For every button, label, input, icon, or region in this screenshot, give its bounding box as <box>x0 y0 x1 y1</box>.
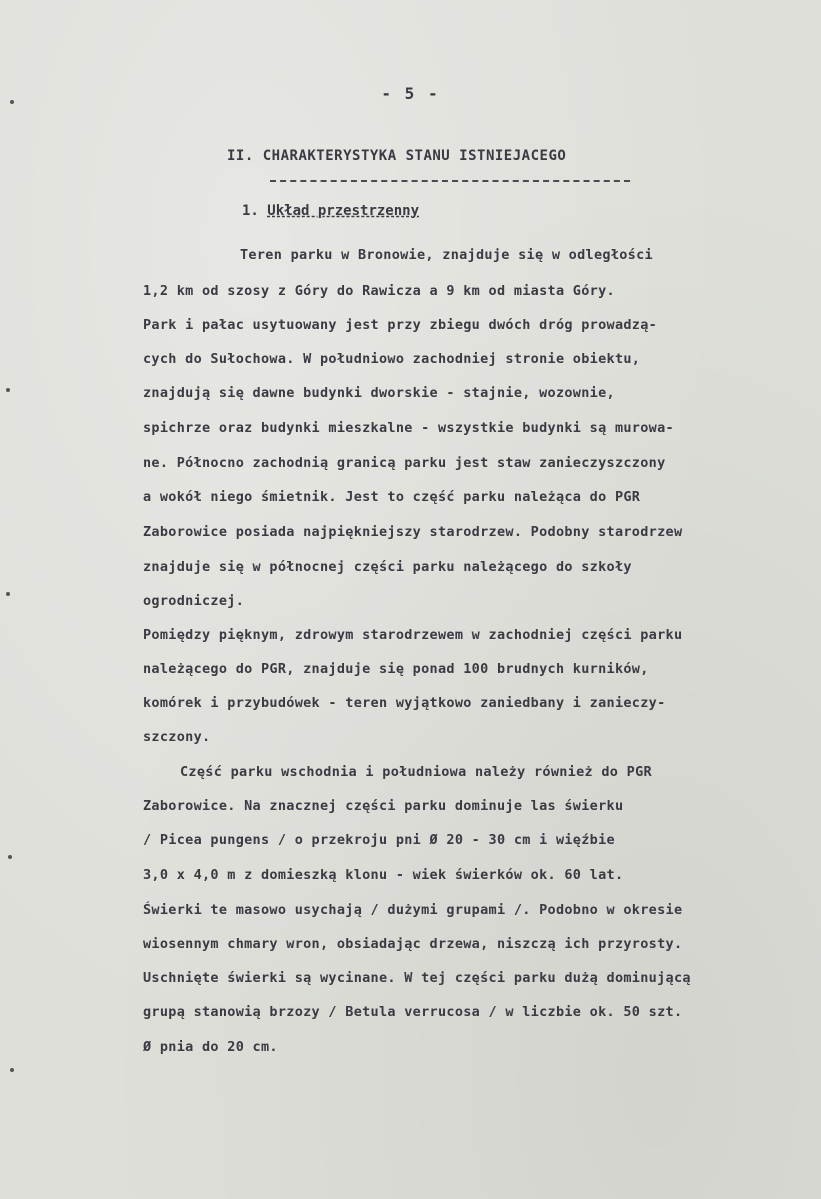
page-number: - 5 - <box>381 84 440 103</box>
body-line: grupą stanowią brzozy / Betula verrucosa / w liczbie ok. 50 szt. <box>143 1004 683 1020</box>
subsection-heading <box>242 203 419 219</box>
body-line: ogrodniczej. <box>143 593 245 609</box>
body-line: Teren parku w Bronowie, znajduje się w odległości <box>240 247 653 263</box>
section-title: CHARAKTERYSTYKA STANU ISTNIEJACEGO <box>262 148 567 164</box>
body-line: Część parku wschodnia i południowa należy również do PGR <box>180 764 652 780</box>
body-line: Ø pnia do 20 cm. <box>143 1039 278 1055</box>
body-line: spichrze oraz budynki mieszkalne - wszystkie budynki są murowa- <box>143 420 674 436</box>
punch-mark <box>8 855 12 859</box>
body-line: należącego do PGR, znajduje się ponad 100 brudnych kurników, <box>143 661 649 677</box>
body-line: Park i pałac usytuowany jest przy zbiegu dwóch dróg prowadzą- <box>143 317 658 333</box>
body-line: wiosennym chmary wron, obsiadając drzewa, niszczą ich przyrosty. <box>143 936 683 952</box>
body-line: Zaborowice posiada najpiękniejszy starodrzew. Podobny starodrzew <box>143 524 683 540</box>
body-line: Zaborowice. Na znacznej części parku dominuje las świerku <box>143 798 624 814</box>
heading-underline <box>270 180 630 182</box>
punch-mark <box>10 100 14 104</box>
punch-mark <box>6 592 10 596</box>
body-line: 1,2 km od szosy z Góry do Rawicza a 9 km od miasta Góry. <box>143 283 615 299</box>
body-line: komórek i przybudówek - teren wyjątkowo zaniedbany i zanieczy- <box>143 695 666 711</box>
punch-mark <box>6 388 10 392</box>
subsection-title: Układ przestrzenny <box>267 203 420 219</box>
body-line: 3,0 x 4,0 m z domieszką klonu - wiek świerków ok. 60 lat. <box>143 867 624 883</box>
body-line: znajdują się dawne budynki dworskie - stajnie, wozownie, <box>143 385 615 401</box>
body-line: ne. Północno zachodnią granicą parku jest staw zanieczyszczony <box>143 455 666 471</box>
body-line: Świerki te masowo usychają / dużymi grupami /. Podobno w okresie <box>143 902 683 918</box>
body-line: cych do Sułochowa. W południowo zachodniej stronie obiektu, <box>143 351 641 367</box>
section-heading <box>227 148 566 164</box>
section-number: II. <box>227 148 254 164</box>
subsection-number: 1. <box>242 203 259 219</box>
punch-mark <box>10 1068 14 1072</box>
body-line: Uschnięte świerki są wycinane. W tej części parku dużą dominującą <box>143 970 691 986</box>
body-line: szczony. <box>143 729 211 745</box>
body-line: / Picea pungens / o przekroju pni Ø 20 - 30 cm i więźbie <box>143 832 615 848</box>
body-line: znajduje się w północnej części parku należącego do szkoły <box>143 559 632 575</box>
body-line: Pomiędzy pięknym, zdrowym starodrzewem w zachodniej części parku <box>143 627 683 643</box>
body-line: a wokół niego śmietnik. Jest to część parku należąca do PGR <box>143 489 641 505</box>
